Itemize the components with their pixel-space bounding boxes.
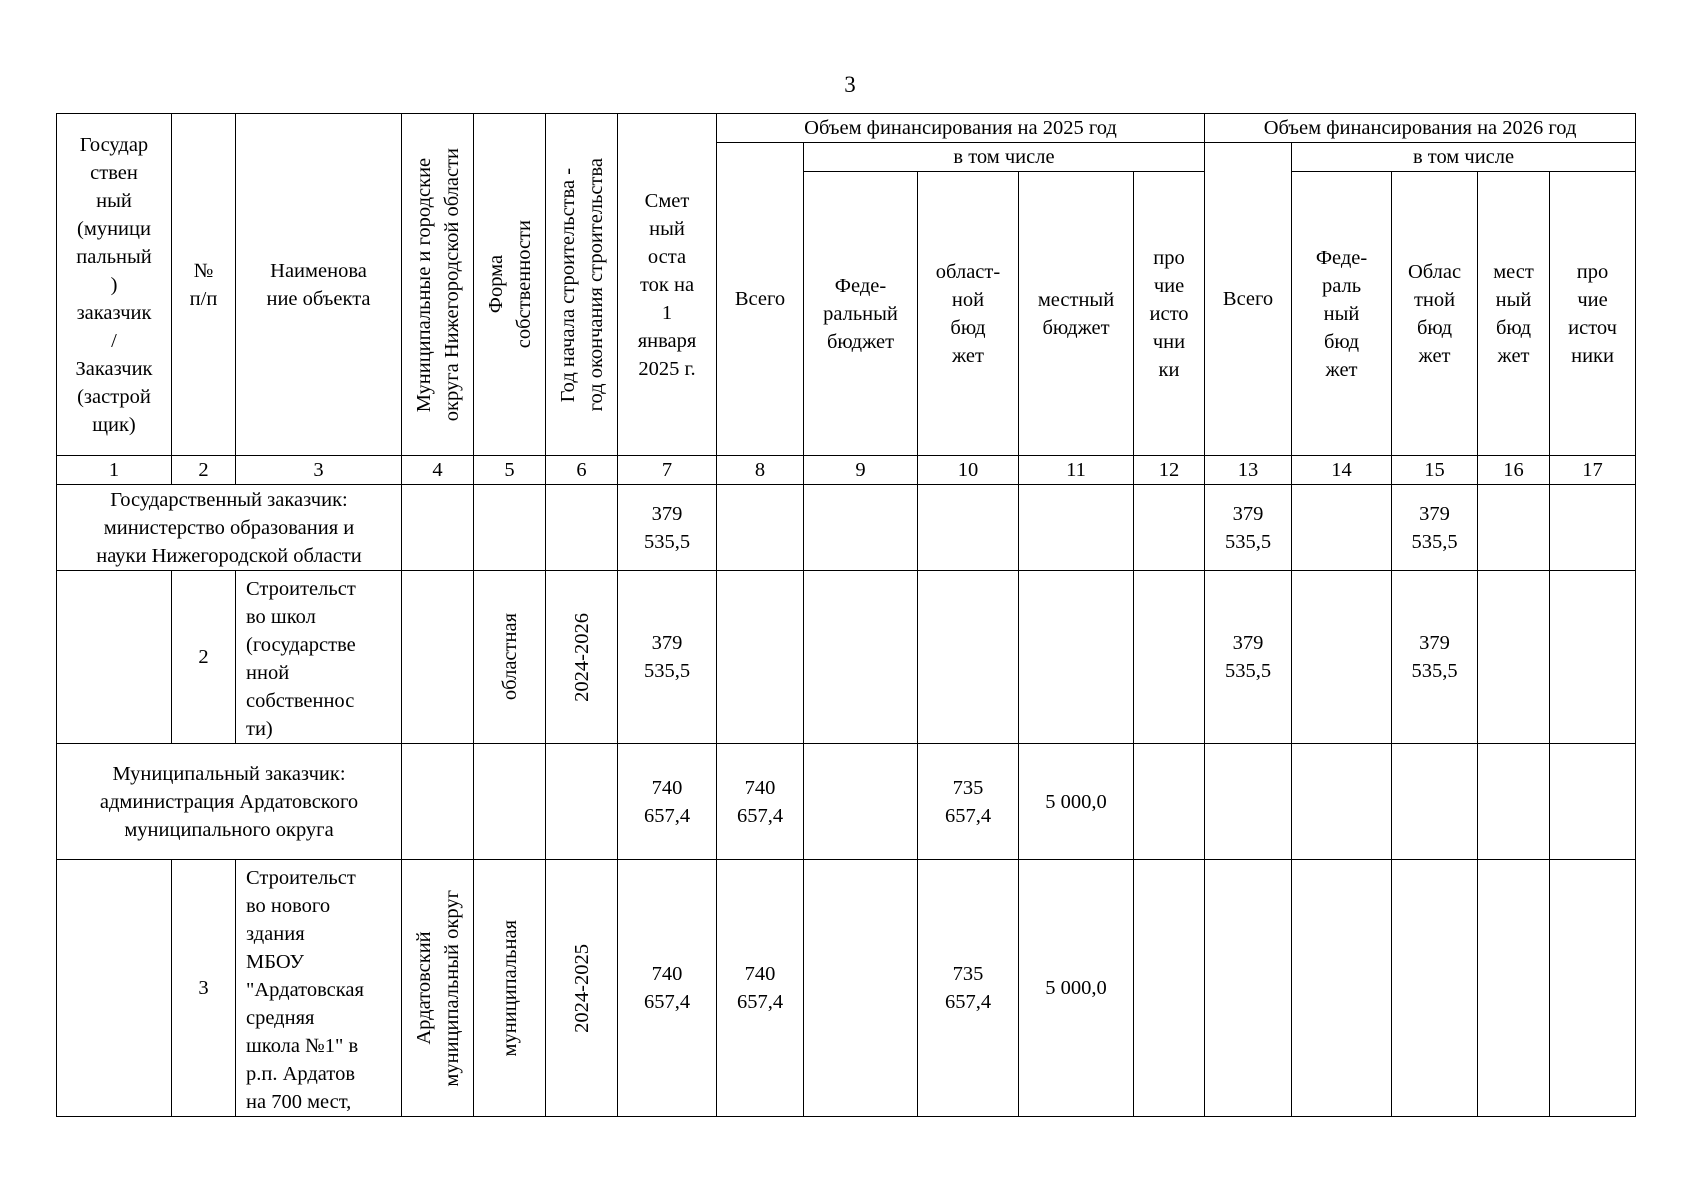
mun-customer-total-2025: 740 657,4 — [717, 744, 804, 860]
col-number: 1 — [57, 456, 172, 485]
item2-regional-2026: 379 535,5 — [1392, 571, 1478, 744]
col-number: 17 — [1550, 456, 1636, 485]
header-balance: Смет ный оста ток на 1 января 2025 г. — [618, 114, 717, 456]
col-number: 12 — [1134, 456, 1205, 485]
col-number: 5 — [474, 456, 546, 485]
item3-ownership: муниципальная — [474, 860, 546, 1117]
item3-object-name: Строительст во нового здания МБОУ "Ардатовская средняя школа №1" в р.п. Ардатов на 700 мест, — [236, 860, 402, 1117]
item2-ownership: областная — [474, 571, 546, 744]
col-number: 9 — [804, 456, 918, 485]
item3-regional-2025: 735 657,4 — [918, 860, 1019, 1117]
page-number: 3 — [844, 72, 856, 97]
header-local-2026: мест ный бюд жет — [1478, 172, 1550, 456]
table-row-mun-customer — [57, 744, 1636, 860]
header-object-name: Наименова ние объекта — [236, 114, 402, 456]
header-federal-2026: Феде- раль ный бюд жет — [1292, 172, 1392, 456]
mun-customer-balance: 740 657,4 — [618, 744, 717, 860]
item2-years: 2024-2026 — [546, 571, 618, 744]
col-number: 10 — [918, 456, 1019, 485]
item2-balance: 379 535,5 — [618, 571, 717, 744]
financing-table — [56, 113, 1636, 1117]
item2-number: 2 — [172, 571, 236, 744]
header-regional-2026: Облас тной бюд жет — [1392, 172, 1478, 456]
mun-customer-regional-2025: 735 657,4 — [918, 744, 1019, 860]
col-number: 2 — [172, 456, 236, 485]
header-including-2026: в том числе — [1292, 143, 1636, 172]
header-total-2026: Всего — [1205, 143, 1292, 456]
mun-customer-label: Муниципальный заказчик: администрация Ардатовского муниципального округа — [57, 744, 402, 860]
table-row-item-3 — [57, 860, 1636, 1117]
header-group-2025: Объем финансирования на 2025 год — [717, 114, 1205, 143]
gov-customer-label: Государственный заказчик: министерство образования и науки Нижегородской области — [57, 485, 402, 571]
header-local-2025: местный бюджет — [1019, 172, 1134, 456]
item2-object-name: Строительст во школ (государстве нной собственнос ти) — [236, 571, 402, 744]
header-total-2025: Всего — [717, 143, 804, 456]
item3-number: 3 — [172, 860, 236, 1117]
header-other-2026: про чие источ ники — [1550, 172, 1636, 456]
item2-total-2026: 379 535,5 — [1205, 571, 1292, 744]
item3-total-2025: 740 657,4 — [717, 860, 804, 1117]
header-other-2025: про чие исто чни ки — [1134, 172, 1205, 456]
col-number: 16 — [1478, 456, 1550, 485]
header-including-2025: в том числе — [804, 143, 1205, 172]
item3-years: 2024-2025 — [546, 860, 618, 1117]
header-group-2026: Объем финансирования на 2026 год — [1205, 114, 1636, 143]
item3-balance: 740 657,4 — [618, 860, 717, 1117]
header-customer: Государ ствен ный (муници пальный ) заказчик / Заказчик (застрой щик) — [57, 114, 172, 456]
item3-local-2025: 5 000,0 — [1019, 860, 1134, 1117]
item3-district: Ардатовский муниципальный округ — [402, 860, 474, 1117]
table-row-item-2 — [57, 571, 1636, 744]
col-number: 6 — [546, 456, 618, 485]
header-districts: Муниципальные и городские округа Нижегородской области — [402, 114, 474, 456]
col-number: 7 — [618, 456, 717, 485]
header-number: № п/п — [172, 114, 236, 456]
col-number: 3 — [236, 456, 402, 485]
col-number: 14 — [1292, 456, 1392, 485]
col-number: 13 — [1205, 456, 1292, 485]
header-federal-2025: Феде- ральный бюджет — [804, 172, 918, 456]
header-regional-2025: област- ной бюд жет — [918, 172, 1019, 456]
gov-customer-total-2026: 379 535,5 — [1205, 485, 1292, 571]
col-number: 11 — [1019, 456, 1134, 485]
header-ownership: Форма собственности — [474, 114, 546, 456]
header-years: Год начала строительства - год окончания строительства — [546, 114, 618, 456]
column-number-row — [57, 456, 1636, 485]
col-number: 15 — [1392, 456, 1478, 485]
gov-customer-regional-2026: 379 535,5 — [1392, 485, 1478, 571]
col-number: 4 — [402, 456, 474, 485]
mun-customer-local-2025: 5 000,0 — [1019, 744, 1134, 860]
gov-customer-balance: 379 535,5 — [618, 485, 717, 571]
col-number: 8 — [717, 456, 804, 485]
table-row-gov-customer — [57, 485, 1636, 571]
